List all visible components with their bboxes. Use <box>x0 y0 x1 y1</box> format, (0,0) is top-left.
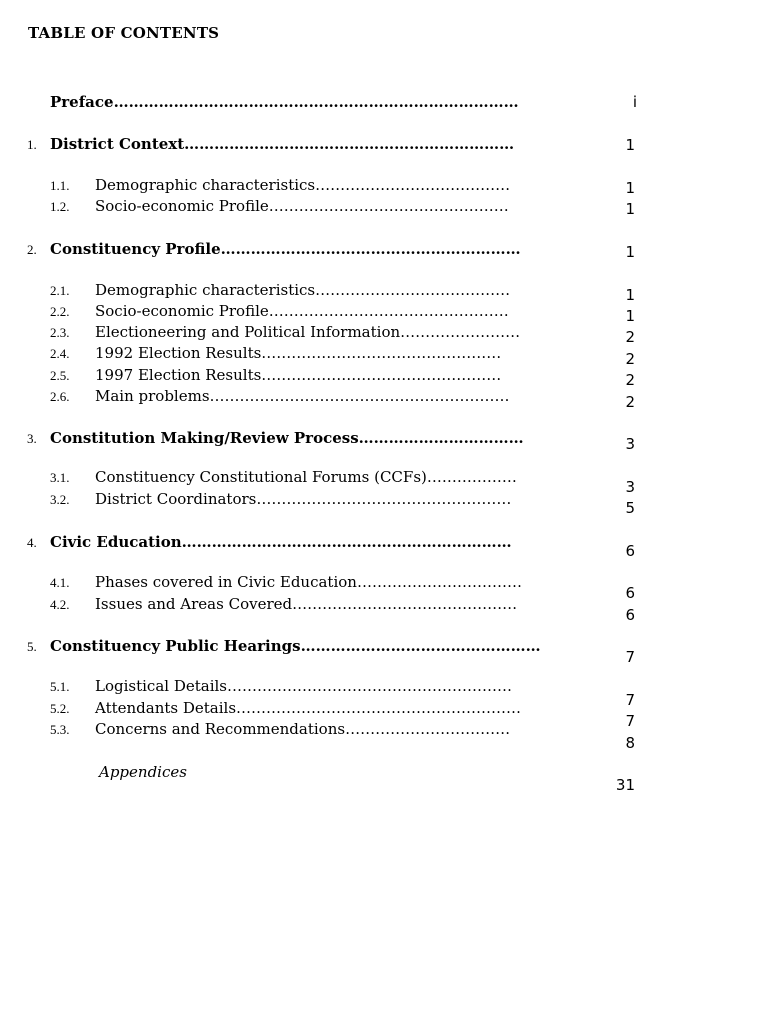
toc-entry-number: 2.4. <box>50 346 70 361</box>
toc-entry-number: 2.5. <box>50 368 70 383</box>
toc-entry-number: 4.1. <box>50 575 70 590</box>
toc-entry-number: 1. <box>27 137 37 152</box>
toc-entry-label: District Coordinators…………………………………………… <box>95 490 512 508</box>
toc-entry-number: 2.6. <box>50 389 70 404</box>
toc-entry-label: Demographic characteristics………………………………… <box>95 281 511 299</box>
toc-entry-number: 5.2. <box>50 701 70 716</box>
toc-entry-number: 2.1. <box>50 283 70 298</box>
toc-entry-number: 5. <box>27 639 37 654</box>
toc-entry-label: 1997 Election Results………………………………………… <box>95 366 502 384</box>
toc-entry-label: Appendices <box>99 763 187 781</box>
page-number: 1 <box>625 307 635 325</box>
toc-entry-label: Issues and Areas Covered……………………………………… <box>95 595 518 613</box>
toc-entry-number: 3.1. <box>50 470 70 485</box>
toc-entry-label: Main problems…………………………………………………… <box>95 387 510 405</box>
toc-entry-number: 5.3. <box>50 722 70 737</box>
toc-entry-number: 3.2. <box>50 492 70 507</box>
toc-entry-label: Logistical Details………………………………………………… <box>95 677 512 695</box>
toc-entry-label: Concerns and Recommendations…………………………… <box>95 720 511 738</box>
toc-entry-label: Preface……………………………………………………………………… <box>50 93 519 111</box>
page-number: 2 <box>625 328 635 346</box>
page-number: i <box>632 93 637 111</box>
toc-entry-number: 4.2. <box>50 597 70 612</box>
page-number: 7 <box>625 691 635 709</box>
toc-entry-label: Constituency Constitutional Forums (CCFs)……………… <box>95 468 517 486</box>
page-number: 1 <box>625 286 635 304</box>
page-number: 1 <box>625 179 635 197</box>
toc-entry-label: District Context………………………………………………………… <box>50 135 515 153</box>
toc-entry-number: 2.2. <box>50 304 70 319</box>
page-number: 1 <box>625 243 635 261</box>
page-number: 2 <box>625 393 635 411</box>
page-number: 31 <box>615 776 635 794</box>
toc-entry-label: Constituency Public Hearings………………………………………… <box>50 637 541 655</box>
toc-entry-label: 1992 Election Results………………………………………… <box>95 344 502 362</box>
page-number: 7 <box>625 712 635 730</box>
toc-entry-number: 3. <box>27 431 37 446</box>
toc-entry-label: Electioneering and Political Information…………………… <box>95 323 521 341</box>
page-title: TABLE OF CONTENTS <box>28 24 220 42</box>
page-number: 1 <box>625 136 635 154</box>
page-number: 3 <box>625 478 635 496</box>
page-number: 2 <box>625 371 635 389</box>
toc-entry-label: Constituency Profile…………………………………………………… <box>50 240 521 258</box>
toc-entry-number: 2.3. <box>50 325 70 340</box>
toc-entry-label: Demographic characteristics………………………………… <box>95 176 511 194</box>
toc-entry-number: 2. <box>27 242 37 257</box>
toc-entry-number: 1.2. <box>50 199 70 214</box>
toc-entry-number: 1.1. <box>50 178 70 193</box>
page-number: 1 <box>625 200 635 218</box>
toc-entry-label: Attendants Details………………………………………………… <box>95 699 522 717</box>
toc-entry-label: Socio-economic Profile………………………………………… <box>95 302 509 320</box>
page-number: 3 <box>625 435 635 453</box>
page-number: 2 <box>625 350 635 368</box>
page-number: 6 <box>625 606 635 624</box>
page-number: 8 <box>625 734 635 752</box>
toc-entry-label: Socio-economic Profile………………………………………… <box>95 197 509 215</box>
toc-entry-label: Phases covered in Civic Education…………………………… <box>95 573 522 591</box>
toc-entry-number: 4. <box>27 535 37 550</box>
toc-entry-label: Civic Education………………………………………………………… <box>50 533 512 551</box>
page-number: 5 <box>625 499 635 517</box>
page-number: 6 <box>625 542 635 560</box>
toc-entry-label: Constitution Making/Review Process…………………………… <box>50 429 524 447</box>
page-number: 7 <box>625 648 635 666</box>
page-number: 6 <box>625 584 635 602</box>
toc-entry-number: 5.1. <box>50 679 70 694</box>
